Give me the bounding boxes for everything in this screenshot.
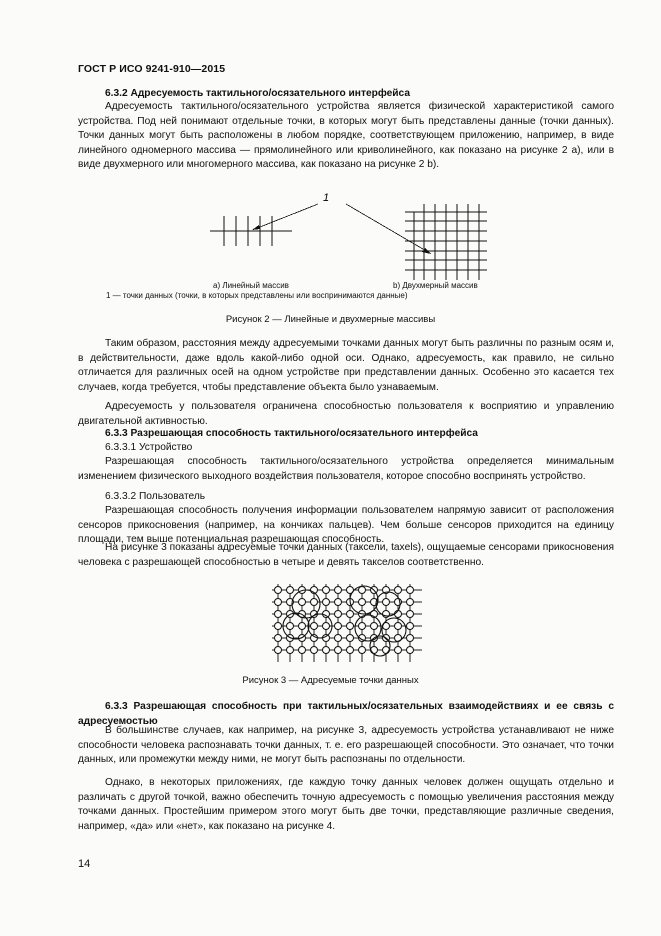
paragraph-user-resolution: Разрешающая способность получения информации пользователем напрямую зависит от расположения сенсоров прикосновения (например, на кончиках пальцев). Чем больше сенсоров приходится на единицу площади, тем выше потенциальная разрешающая способность.	[78, 505, 614, 546]
subsection-title-device: 6.3.3.1 Устройство	[105, 442, 193, 453]
document-header: ГОСТ Р ИСО 9241-910—2015	[78, 63, 226, 75]
paragraph-simplest-example: Однако, в некоторых приложениях, где каждую точку данных человек должен ощущать отдельно и различать с другой точкой, важно обеспечить точную адресуемость с помощью увеличения расстояния между точками данных. Простейшим примером этого могут быть две точки, представляющие различные сведения, например, «да» или «нет», как показано на рисунке 4.	[78, 777, 614, 832]
figure-3-taxels	[268, 582, 426, 666]
paragraph-addressability: Адресуемость тактильного/осязательного устройства является физической характеристикой самого устройства. Под ней понимают отдельные точки, в которых могут быть представлены данные (точки данных). Точки данных могут быть расположены в любом порядке, соответствующем приложению, например, в виде линейного одномерного массива — прямолинейного или криволинейного, как показано на рисунке 2 а), или в виде двухмерного или многомерного массива, как показано на рисунке 2 b).	[78, 101, 614, 171]
two-dimensional-array	[405, 204, 487, 280]
paragraph-distances: Таким образом, расстояния между адресуемыми точками данных могут быть различны по разным осям и, в действительности, даже вдоль какой-либо одной оси. Однако, адресуемость, как правило, не сильно отличается для различных осей на одном устройстве при представлении данных. Особенно это касается тех случаев, когда требуется, чтобы представление объекта было узнаваемым.	[78, 338, 614, 393]
paragraph-resolution-vs-addressability: В большинстве случаев, как например, на рисунке 3, адресуемость устройства устанавливают не ниже способности человека распознавать точки данных, т. е. его разрешающей способности. Это означает, что точки данных, или промежутки между ними, не могут быть распознаны по отдельности.	[78, 725, 614, 766]
section-heading-6-3-3-interaction: 6.3.3 Разрешающая способность при тактильных/осязательных взаимодействиях и ее связь с адресуемостью	[78, 701, 614, 727]
figure-3-caption: Рисунок 3 — Адресуемые точки данных	[242, 675, 419, 686]
section-heading-6-3-3: 6.3.3 Разрешающая способность тактильного/осязательного интерфейса	[105, 428, 478, 439]
figure-2-callout: 1	[323, 192, 330, 204]
page-number: 14	[78, 858, 91, 870]
figure-2-label-a: а) Линейный массив	[213, 281, 289, 290]
figure-2-legend: 1 — точки данных (точки, в которых представлены или воспринимаются данные)	[106, 291, 408, 300]
figure-2-arrays	[200, 188, 500, 284]
linear-array	[210, 216, 292, 246]
figure-2-label-b: b) Двухмерный массив	[393, 281, 478, 290]
paragraph-device-resolution: Разрешающая способность тактильного/осязательного устройства определяется минимальным изменением физического выходного воздействия пользователя, которое способно воспринять устройство.	[78, 456, 614, 482]
section-heading-6-3-2: 6.3.2 Адресуемость тактильного/осязательного интерфейса	[105, 88, 410, 99]
paragraph-figure-3-reference: На рисунке 3 показаны адресуемые точки данных (таксели, taxels), ощущаемые сенсорами прикосновения человека с разрешающей способностью в четыре и девять такселов соответственно.	[78, 542, 614, 568]
figure-2-caption: Рисунок 2 — Линейные и двухмерные массивы	[225, 314, 436, 325]
subsection-title-user: 6.3.3.2 Пользователь	[105, 491, 206, 502]
paragraph-user-addressability: Адресуемость у пользователя ограничена способностью пользователя к восприятию и управлению двигательной активностью.	[78, 401, 614, 427]
